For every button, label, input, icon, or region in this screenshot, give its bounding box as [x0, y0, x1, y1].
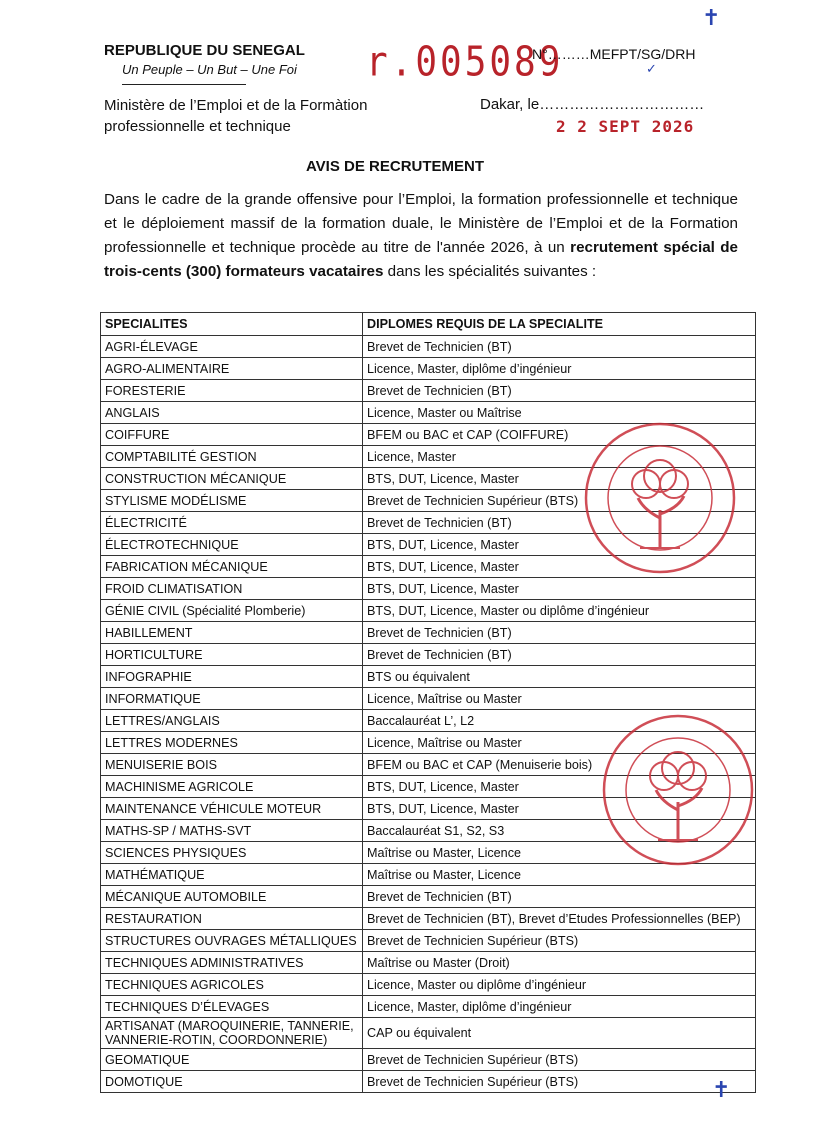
specialty-cell: COMPTABILITÉ GESTION — [101, 446, 363, 468]
table-row — [101, 380, 756, 402]
table-row — [101, 622, 756, 644]
diploma-cell: Licence, Maîtrise ou Master — [363, 688, 756, 710]
specialty-cell: MACHINISME AGRICOLE — [101, 776, 363, 798]
intro-text-1: Dans le cadre de la grande offensive pour l’Emploi, la formation professionnelle et technique et le déploiement massif de la formation duale, le Ministère de l’Emploi et de la Formation professionnelle et technique procède au titre de l'année 2026, à un — [104, 191, 738, 256]
table-row — [101, 996, 756, 1018]
specialty-cell: TECHNIQUES D’ÉLEVAGES — [101, 996, 363, 1018]
table-row — [101, 1049, 756, 1071]
table-row — [101, 600, 756, 622]
specialty-cell: MATHÉMATIQUE — [101, 864, 363, 886]
official-seal-stamp-2 — [598, 710, 758, 870]
table-row — [101, 952, 756, 974]
reference-line: N°………MEFPT/SG/DRH — [532, 46, 696, 62]
diploma-cell: BTS, DUT, Licence, Master — [363, 534, 756, 556]
diploma-cell: Baccalauréat L’, L2 — [363, 710, 756, 732]
specialty-cell: ANGLAIS — [101, 402, 363, 424]
diploma-cell: Brevet de Technicien (BT) — [363, 644, 756, 666]
specialty-cell: GEOMATIQUE — [101, 1049, 363, 1071]
table-row — [101, 1071, 756, 1093]
diploma-cell: Licence, Master, diplôme d’ingénieur — [363, 996, 756, 1018]
specialty-cell: AGRO-ALIMENTAIRE — [101, 358, 363, 380]
specialty-cell: LETTRES/ANGLAIS — [101, 710, 363, 732]
specialty-cell: MATHS-SP / MATHS-SVT — [101, 820, 363, 842]
diploma-cell: Maîtrise ou Master, Licence — [363, 864, 756, 886]
specialty-cell: STYLISME MODÉLISME — [101, 490, 363, 512]
table-row — [101, 908, 756, 930]
diploma-cell: BTS, DUT, Licence, Master — [363, 798, 756, 820]
intro-paragraph — [104, 188, 738, 284]
specialty-cell: FABRICATION MÉCANIQUE — [101, 556, 363, 578]
diploma-cell: Brevet de Technicien Supérieur (BTS) — [363, 1049, 756, 1071]
specialty-cell: COIFFURE — [101, 424, 363, 446]
motto-underline — [122, 84, 246, 85]
specialty-cell: TECHNIQUES AGRICOLES — [101, 974, 363, 996]
diploma-cell: Brevet de Technicien Supérieur (BTS) — [363, 490, 756, 512]
diploma-cell: Licence, Master ou diplôme d’ingénieur — [363, 974, 756, 996]
specialty-cell: DOMOTIQUE — [101, 1071, 363, 1093]
specialty-cell: MÉCANIQUE AUTOMOBILE — [101, 886, 363, 908]
diploma-cell: Licence, Master, diplôme d’ingénieur — [363, 358, 756, 380]
initial-mark-top: ✝ — [702, 6, 721, 31]
diploma-cell: BFEM ou BAC et CAP (COIFFURE) — [363, 424, 756, 446]
diploma-cell: Brevet de Technicien (BT) — [363, 336, 756, 358]
diploma-cell: Baccalauréat S1, S2, S3 — [363, 820, 756, 842]
specialty-cell: FROID CLIMATISATION — [101, 578, 363, 600]
diploma-cell: Licence, Maîtrise ou Master — [363, 732, 756, 754]
diploma-cell: CAP ou équivalent — [363, 1018, 756, 1049]
ministry-line-2: professionnelle et technique — [104, 118, 291, 135]
table-row — [101, 930, 756, 952]
specialty-cell: TECHNIQUES ADMINISTRATIVES — [101, 952, 363, 974]
diploma-cell: Licence, Master ou Maîtrise — [363, 402, 756, 424]
diploma-cell: BTS, DUT, Licence, Master — [363, 776, 756, 798]
handwritten-mark: ✓ — [646, 62, 657, 77]
table-header-row — [101, 313, 756, 336]
diploma-cell: Brevet de Technicien (BT) — [363, 380, 756, 402]
column-header-specialites: SPECIALITES — [101, 313, 363, 336]
stamped-reference-number: r.005089 — [366, 38, 564, 87]
specialty-cell: LETTRES MODERNES — [101, 732, 363, 754]
table-row — [101, 644, 756, 666]
specialty-cell: ÉLECTROTECHNIQUE — [101, 534, 363, 556]
specialty-cell: HABILLEMENT — [101, 622, 363, 644]
republic-heading: REPUBLIQUE DU SENEGAL — [104, 42, 305, 59]
diploma-cell: BTS, DUT, Licence, Master — [363, 578, 756, 600]
table-row — [101, 666, 756, 688]
intro-bold-text: recrutement spécial de trois-cents (300) formateurs vacataires — [104, 239, 739, 280]
intro-text-2: dans les spécialités suivantes : — [383, 263, 597, 280]
specialty-cell: STRUCTURES OUVRAGES MÉTALLIQUES — [101, 930, 363, 952]
specialty-cell: GÉNIE CIVIL (Spécialité Plomberie) — [101, 600, 363, 622]
diploma-cell: Brevet de Technicien Supérieur (BTS) — [363, 1071, 756, 1093]
specialty-cell: INFORMATIQUE — [101, 688, 363, 710]
specialty-cell: HORTICULTURE — [101, 644, 363, 666]
place-date-line: Dakar, le…………………………… — [480, 96, 705, 113]
specialty-cell: SCIENCES PHYSIQUES — [101, 842, 363, 864]
diploma-cell: BTS ou équivalent — [363, 666, 756, 688]
diploma-cell: Brevet de Technicien (BT) — [363, 622, 756, 644]
diploma-cell: Maîtrise ou Master, Licence — [363, 842, 756, 864]
table-row — [101, 688, 756, 710]
ministry-line-1: Ministère de l’Emploi et de la Formàtion — [104, 97, 368, 114]
table-row — [101, 336, 756, 358]
national-motto: Un Peuple – Un But – Une Foi — [122, 62, 297, 77]
table-row — [101, 1018, 756, 1049]
document-title: AVIS DE RECRUTEMENT — [305, 158, 485, 175]
table-row — [101, 974, 756, 996]
stamped-date: 2 2 SEPT 2026 — [556, 117, 695, 136]
initial-mark-bottom: ✝ — [712, 1078, 731, 1103]
diploma-cell: Brevet de Technicien (BT) — [363, 512, 756, 534]
specialty-cell: RESTAURATION — [101, 908, 363, 930]
specialty-cell: ÉLECTRICITÉ — [101, 512, 363, 534]
diploma-cell: Brevet de Technicien Supérieur (BTS) — [363, 930, 756, 952]
diploma-cell: Brevet de Technicien (BT), Brevet d’Etudes Professionnelles (BEP) — [363, 908, 756, 930]
specialty-cell: MENUISERIE BOIS — [101, 754, 363, 776]
diploma-cell: BTS, DUT, Licence, Master — [363, 556, 756, 578]
diploma-cell: Brevet de Technicien (BT) — [363, 886, 756, 908]
official-seal-stamp-1 — [580, 418, 740, 578]
diploma-cell: Licence, Master — [363, 446, 756, 468]
specialty-cell: ARTISANAT (MAROQUINERIE, TANNERIE, VANNERIE-ROTIN, COORDONNERIE) — [101, 1018, 363, 1049]
diploma-cell: BFEM ou BAC et CAP (Menuiserie bois) — [363, 754, 756, 776]
specialty-cell: INFOGRAPHIE — [101, 666, 363, 688]
table-row — [101, 578, 756, 600]
specialty-cell: AGRI-ÉLEVAGE — [101, 336, 363, 358]
column-header-diplomes: DIPLOMES REQUIS DE LA SPECIALITE — [363, 313, 756, 336]
ministry-name — [104, 95, 367, 137]
diploma-cell: Maîtrise ou Master (Droit) — [363, 952, 756, 974]
specialty-cell: MAINTENANCE VÉHICULE MOTEUR — [101, 798, 363, 820]
specialty-cell: CONSTRUCTION MÉCANIQUE — [101, 468, 363, 490]
specialty-cell: FORESTERIE — [101, 380, 363, 402]
table-row — [101, 358, 756, 380]
table-row — [101, 886, 756, 908]
diploma-cell: BTS, DUT, Licence, Master — [363, 468, 756, 490]
diploma-cell: BTS, DUT, Licence, Master ou diplôme d’ingénieur — [363, 600, 756, 622]
